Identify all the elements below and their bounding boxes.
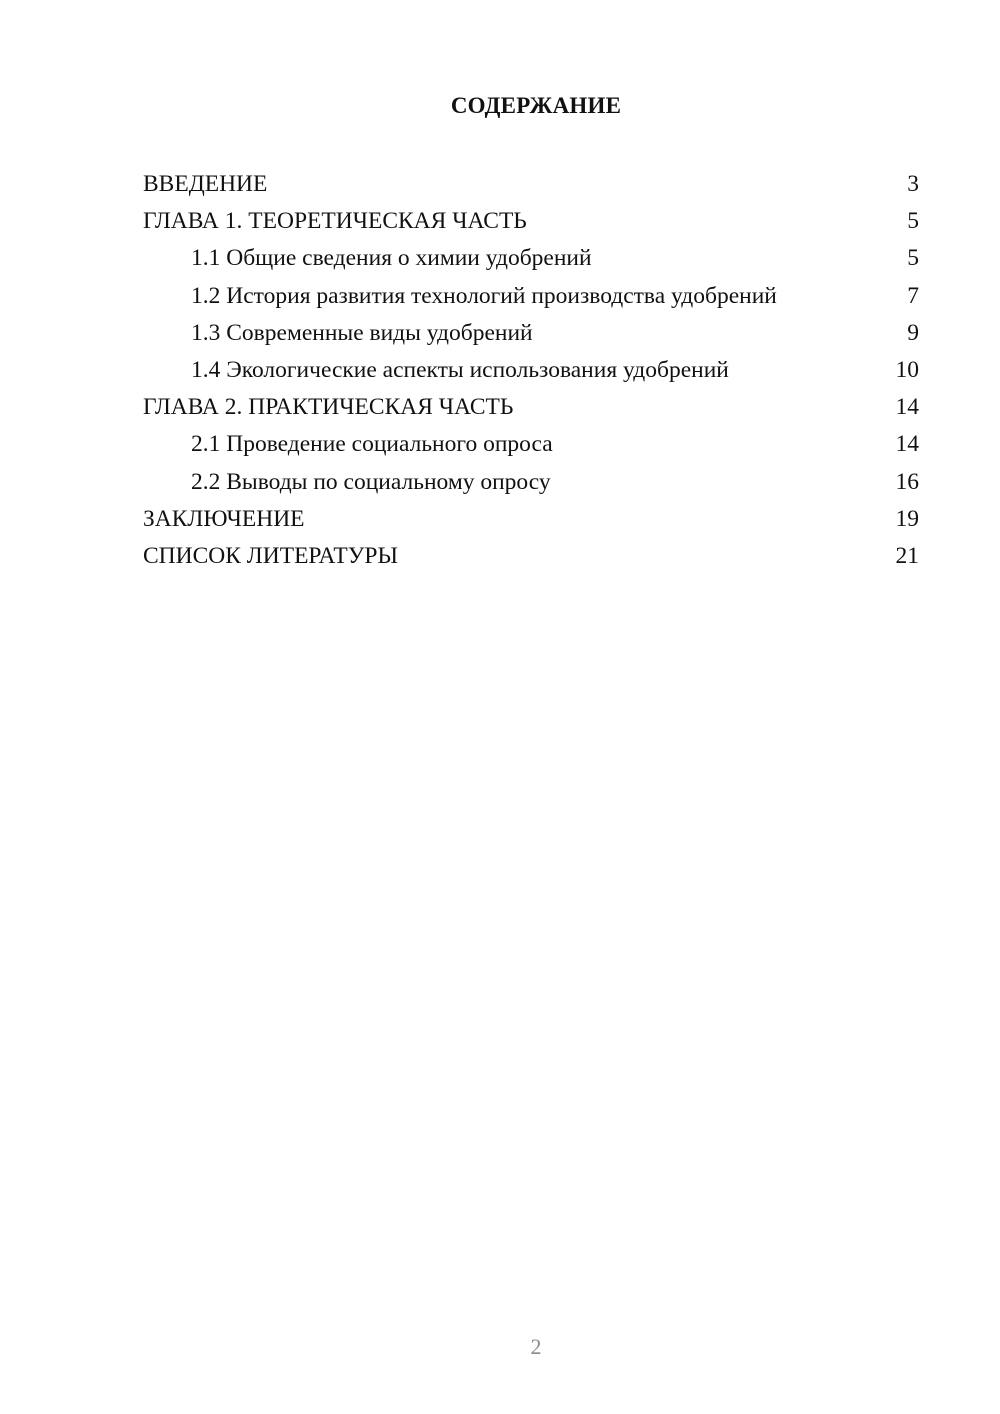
toc-entry-page: 9 bbox=[907, 319, 919, 346]
toc-entry-section-2-2[interactable] bbox=[143, 464, 919, 501]
page-number: 2 bbox=[530, 1334, 542, 1359]
toc-entry-section-1-1[interactable] bbox=[143, 240, 919, 277]
toc-entry-page: 19 bbox=[895, 505, 919, 532]
toc-entry-label: СПИСОК ЛИТЕРАТУРЫ bbox=[143, 542, 398, 569]
toc-entry-section-1-4[interactable] bbox=[143, 352, 919, 389]
toc-entry-page: 21 bbox=[895, 542, 919, 569]
toc-entry-chapter-2[interactable] bbox=[143, 389, 919, 426]
toc-entry-references[interactable] bbox=[143, 538, 919, 575]
page-title: СОДЕРЖАНИЕ bbox=[450, 93, 622, 118]
toc-entry-page: 5 bbox=[907, 245, 919, 272]
toc-entry-label: 1.1 Общие сведения о химии удобрений bbox=[191, 245, 592, 272]
table-of-contents bbox=[143, 166, 919, 575]
toc-entry-page: 5 bbox=[907, 208, 919, 235]
toc-entry-section-2-1[interactable] bbox=[143, 426, 919, 463]
toc-entry-label: 2.2 Выводы по социальному опросу bbox=[191, 468, 551, 495]
toc-entry-conclusion[interactable] bbox=[143, 501, 919, 538]
toc-entry-label: ЗАКЛЮЧЕНИЕ bbox=[143, 505, 305, 532]
toc-entry-page: 7 bbox=[907, 282, 919, 309]
toc-entry-page: 14 bbox=[895, 431, 919, 458]
toc-entry-label: 1.2 История развития технологий производства удобрений bbox=[191, 282, 777, 309]
toc-entry-section-1-2[interactable] bbox=[143, 278, 919, 315]
toc-entry-page: 14 bbox=[895, 394, 919, 421]
toc-entry-page: 10 bbox=[895, 356, 919, 383]
toc-entry-label: 2.1 Проведение социального опроса bbox=[191, 431, 553, 458]
toc-entry-section-1-3[interactable] bbox=[143, 315, 919, 352]
toc-entry-label: 1.4 Экологические аспекты использования удобрений bbox=[191, 356, 729, 383]
toc-entry-chapter-1[interactable] bbox=[143, 203, 919, 240]
toc-entry-introduction[interactable] bbox=[143, 166, 919, 203]
toc-entry-label: ГЛАВА 1. ТЕОРЕТИЧЕСКАЯ ЧАСТЬ bbox=[143, 208, 527, 235]
toc-entry-label: 1.3 Современные виды удобрений bbox=[191, 319, 533, 346]
toc-entry-page: 3 bbox=[907, 171, 919, 197]
toc-entry-page: 16 bbox=[895, 468, 919, 495]
toc-entry-label: ГЛАВА 2. ПРАКТИЧЕСКАЯ ЧАСТЬ bbox=[143, 394, 514, 421]
toc-entry-label: ВВЕДЕНИЕ bbox=[143, 171, 268, 197]
